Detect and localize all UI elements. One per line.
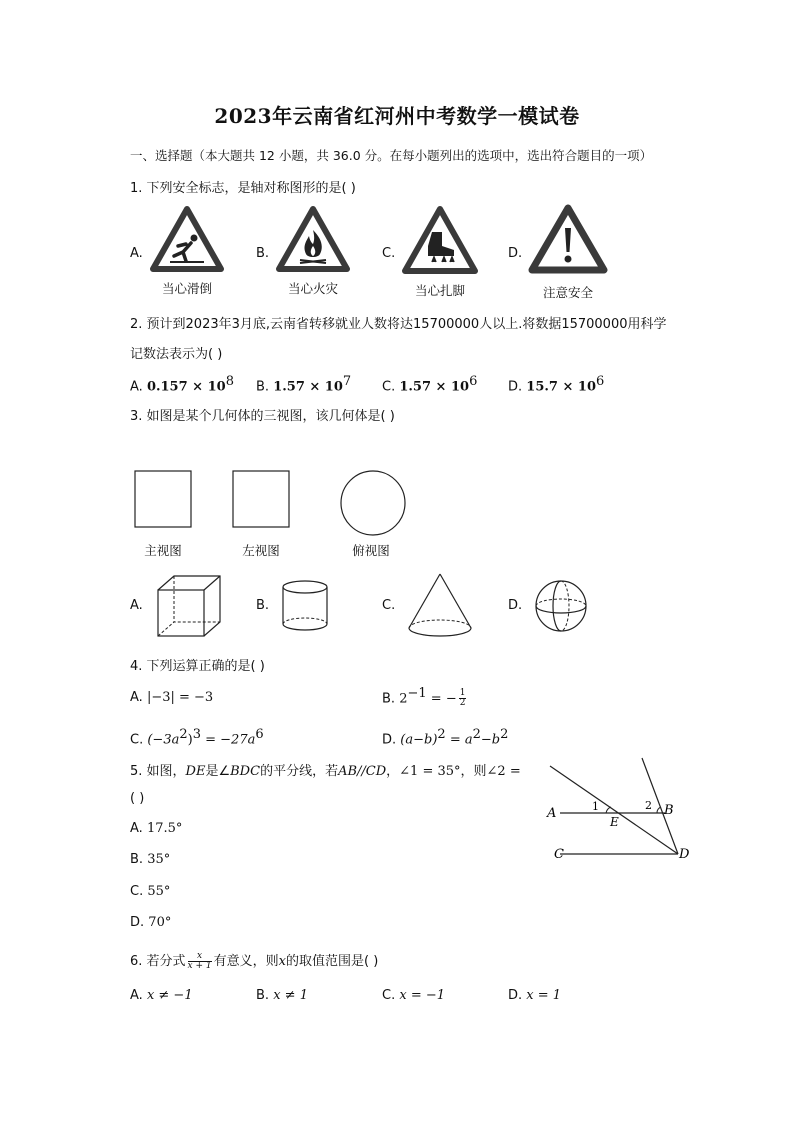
question-2-line-1: 2. 预计到2023年3月底,云南省转移就业人数将达15700000人以上.将数据15700000用科学 [130,317,667,332]
parallel-lines-figure [540,756,700,868]
top-view-caption: 俯视图 [352,543,390,558]
q1-caption-b: 当心火灾 [287,281,338,296]
left-view-square [232,470,290,528]
q1-caption-c: 当心扎脚 [414,283,465,298]
slip-warning-sign-icon [150,206,224,272]
q5-option-d: D. 70° [130,915,172,930]
label-c: C [554,847,564,862]
q4-option-d: D. $(a-b)^2 = a^2-b^2$ [382,727,509,748]
page-title: 2023年云南省红河州中考数学一模试卷 [214,104,580,128]
q3-option-d-label: D. [508,598,523,613]
front-view-caption: 主视图 [144,543,182,558]
cube-icon [156,574,222,638]
label-angle-2: 2 [645,799,652,812]
q4-option-c: C. $(-3a^2)^3 = -27a^6$ [130,727,264,748]
q6-option-b: B. x ≠ 1 [256,988,308,1003]
cone-icon [406,572,474,638]
label-b: B [664,803,674,818]
sphere-icon [534,579,588,633]
q1-option-b-label: B. [256,246,270,261]
q1-option-c-label: C. [382,246,396,261]
q4-option-b: B. $2^{-1}$ = − $\frac{1}{2}$ [382,686,466,709]
q5-option-b: B. 35° [130,852,171,867]
question-6-stem: 6. 若分式 $\frac{x}{x + 1}$ 有意义，则x的取值范围是( ) [130,951,379,971]
q6-fraction: $\frac{x}{x + 1}$ [187,951,212,971]
q4-option-a: A. |−3| = −3 [130,690,214,705]
q2-option-a: A. $0.157 \times 10^8$ [130,374,234,395]
question-2-line-2: 记数法表示为( ) [130,347,223,362]
q2-option-b: B. $1.57 \times 10^7$ [256,374,352,395]
label-d: D [679,847,690,862]
general-caution-sign-icon [528,204,608,274]
label-e: E [610,815,619,829]
question-3-stem: 3. 如图是某个几何体的三视图，该几何体是( ) [130,409,395,424]
label-angle-1: 1 [592,800,599,813]
q1-caption-d: 注意安全 [542,285,593,300]
q5-option-c: C. 55° [130,884,171,899]
q6-option-c: C. x = −1 [382,988,446,1003]
label-a: A [547,806,557,821]
cylinder-icon [280,580,330,632]
q1-option-d-label: D. [508,246,523,261]
q4-b-fraction: $\frac{1}{2}$ [459,688,466,709]
left-view-caption: 左视图 [242,543,280,558]
q1-option-a-label: A. [130,246,143,261]
q3-option-b-label: B. [256,598,270,613]
question-5-line-1: 5. 如图，DE是∠BDC的平分线，若AB//CD，∠1 = 35°，则∠2 = [130,764,521,779]
front-view-square [134,470,192,528]
question-5-line-2: ( ) [130,791,145,806]
q3-option-a-label: A. [130,598,143,613]
q3-option-c-label: C. [382,598,396,613]
q6-option-d: D. x = 1 [508,988,562,1003]
q2-option-d: D. $15.7 \times 10^6$ [508,374,605,395]
question-1-stem: 1. 下列安全标志，是轴对称图形的是( ) [130,181,356,196]
foot-puncture-warning-sign-icon [402,206,478,274]
q2-option-c: C. $1.57 \times 10^6$ [382,374,478,395]
question-4-stem: 4. 下列运算正确的是( ) [130,659,265,674]
section-heading: 一、选择题（本大题共 12 小题，共 36.0 分。在每小题列出的选项中，选出符合题目的一项） [130,148,653,163]
q5-option-a: A. 17.5° [130,821,183,836]
q1-caption-a: 当心滑倒 [161,281,212,296]
top-view-circle [340,470,406,536]
fire-warning-sign-icon [276,206,350,272]
q6-option-a: A. x ≠ −1 [130,988,193,1003]
